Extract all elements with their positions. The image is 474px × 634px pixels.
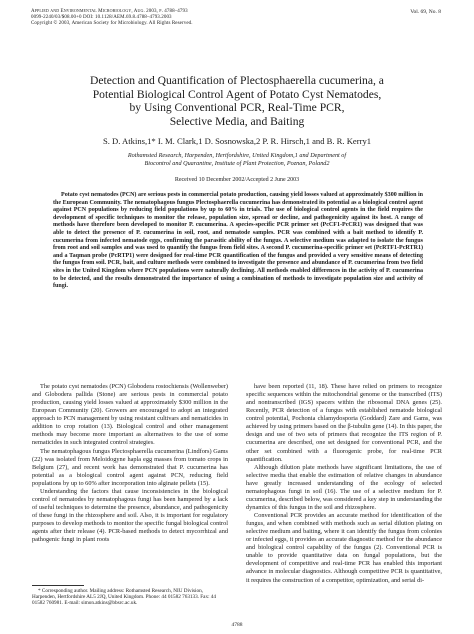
title-line-2: Potential Biological Control Agent of Potato Cyst Nematodes, — [92, 87, 382, 101]
title-line-3: by Using Conventional PCR, Real-Time PCR, — [129, 101, 345, 115]
journal-line: Applied and Environmental Microbiology, Aug. 2003, p. 4788–4793 — [31, 9, 188, 14]
article-title — [40, 74, 434, 128]
body-paragraph: Understanding the factors that cause inconsistencies in the biological control of nematodes by nematophagous fungi has been hampered by a lack of useful techniques to determine the presence, abundance, and pathogenicity of these fungi in the rhizosphere and soil. Also, it is important for regulatory purposes to develop methods to monitor the specific fungal biological control agents after their release (4). PCR-based methods to detect mycorrhizal and pathogenic fungi in plant roots — [32, 487, 228, 544]
footnote-divider — [32, 585, 84, 586]
page-number: 4788 — [231, 622, 243, 628]
body-column-right — [246, 383, 442, 585]
title-line-4: Selective Media, and Baiting — [169, 114, 305, 128]
body-column-left — [32, 383, 228, 544]
body-paragraph: The nematophagous fungus Plectosphaerella cucumerina (Lindfors) Gams (22) was isolated from Meloidogyne hapla egg masses from tomato crops in Belgium (27), and recent work has demonstrated that P. cucumerina has potential as a biological control agent against PCN, reducing field populations by up to 60% after incorporation into alginate pellets (15). — [32, 447, 228, 487]
abstract: Potato cyst nematodes (PCN) are serious pests in commercial potato production, causing yield losses valued at approximately $300 million in the European Community. The nematophagous fungus Plectosphaerella cucumerina has demonstrated its potential as a biological control agent against PCN populations by reducing field populations by up to 60% in trials. The use of biological control agents in the field requires the development of specific techniques to monitor the release, population size, spread or decline, and pathogenicity against its host. A range of methods have therefore been developed to monitor P. cucumerina. A species-specific PCR primer set (PcCF1-PcCR1) was designed that was able to detect the presence of P. cucumerina in soil, root, and nematode samples. PCR was combined with a bait method to identify P. cucumerina from infected nematode eggs, confirming the parasitic ability of the fungus. A selective medium was adapted to isolate the fungus from root and soil samples and was used to quantify the fungus from field sites. A second P. cucumerina-specific primer set (PcRTF1-PcRTR1) and a Taqman probe (PcRTP1) were designed for real-time PCR quantification of the fungus and provided a very sensitive means of detecting the fungus from soil. PCR, bait, and culture methods were combined to investigate the presence and abundance of P. cucumerina from two field sites in the United Kingdom where PCN populations were naturally declining. All methods enabled differences in the activity of P. cucumerina to be detected, and the results demonstrated the importance of using a combination of methods to investigate population size and activity of fungi. — [53, 192, 423, 290]
body-paragraph: The potato cyst nematodes (PCN) Globodera rostochiensis (Wollenweber) and Globodera pallida (Stone) are serious pests in commercial potato production, causing yield losses valued at approximately $300 million in the European Community (20). Growers are encouraged to adopt an integrated approach to PCN management by using resistant cultivars and nematicides in addition to crop rotation (13). Biological control and other management methods may become more important as alternatives to the use of some nematicides in such integrated control strategies. — [32, 383, 228, 447]
issn-line: 0099-2240/03/$08.00+0 DOI: 10.1128/AEM.69.8.4788–4793.2003 — [31, 15, 172, 21]
received-dates: Received 10 December 2002/Accepted 2 June 2003 — [174, 177, 300, 183]
affiliation-line-1: Rothamsted Research, Harpenden, Hertfordshire, United Kingdom,1 and Department of — [127, 152, 347, 159]
body-paragraph: Conventional PCR provides an accurate method for identification of the fungus, and when combined with methods such as serial dilution plating on selective medium and baiting, where it can identify the fungus from colonies or infected eggs, it provides an accurate diagnostic method for the abundance and biological control capability of the fungus (2). Conventional PCR is unable to provide quantitative data on fungal populations, but the development of competitive and real-time PCR has enabled this important advance in molecular diagnostics. Although competitive PCR is quantitative, it requires the construction of a competitor, optimization, and serial di- — [246, 512, 442, 584]
affiliation-line-2: Biocontrol and Quarantine, Institute of Plant Protection, Poznan, Poland2 — [144, 160, 330, 167]
body-paragraph: Although dilution plate methods have significant limitations, the use of selective media that enable the estimation of relative changes in abundance have greatly increased understanding of the ecology of selected nematophagous fungi in soil (16). The use of a selective medium for P. cucumerina, described below, was considered a key step in understanding the dynamics of this fungus in the soil and rhizosphere. — [246, 463, 442, 511]
body-paragraph: have been reported (11, 18). These have relied on primers to recognize specific sequences within the mitochondrial genome or the transcribed (ITS) and nontranscribed (IGS) spacers within the ribosomal DNA genes (25). Recently, PCR detection of a fungus with established nematode biological control potential, Pochonia chlamydosporia (Goddard) Zare and Gams, was achieved by using primers based on the β-tubulin gene (14). In this paper, the design and use of two sets of primers that recognize the ITS region of P. cucumerina are described, one set designed for conventional PCR, and the other set combined with a fluorogenic probe, for real-time PCR quantification. — [246, 383, 442, 463]
volume-label: Vol. 69, No. 8 — [410, 9, 441, 15]
corresponding-author-footnote: * Corresponding author. Mailing address: Rothamsted Research, NIU Division, Harpenden, Hertfordshire AL5 2JQ, United Kingdom. Phone: 44 01582 763133. Fax: 44 01582 760981. E-mail: simon.atkins@bbsrc.ac.uk. — [32, 588, 216, 607]
affiliation — [60, 152, 414, 168]
running-header — [31, 9, 193, 28]
title-line-1: Detection and Quantification of Plectosphaerella cucumerina, a — [90, 74, 384, 87]
author-list: S. D. Atkins,1* I. M. Clark,1 D. Sosnowska,2 P. R. Hirsch,1 and B. R. Kerry1 — [102, 136, 372, 146]
copyright-line: Copyright © 2003, American Society for Microbiology. All Rights Reserved. — [31, 21, 193, 27]
